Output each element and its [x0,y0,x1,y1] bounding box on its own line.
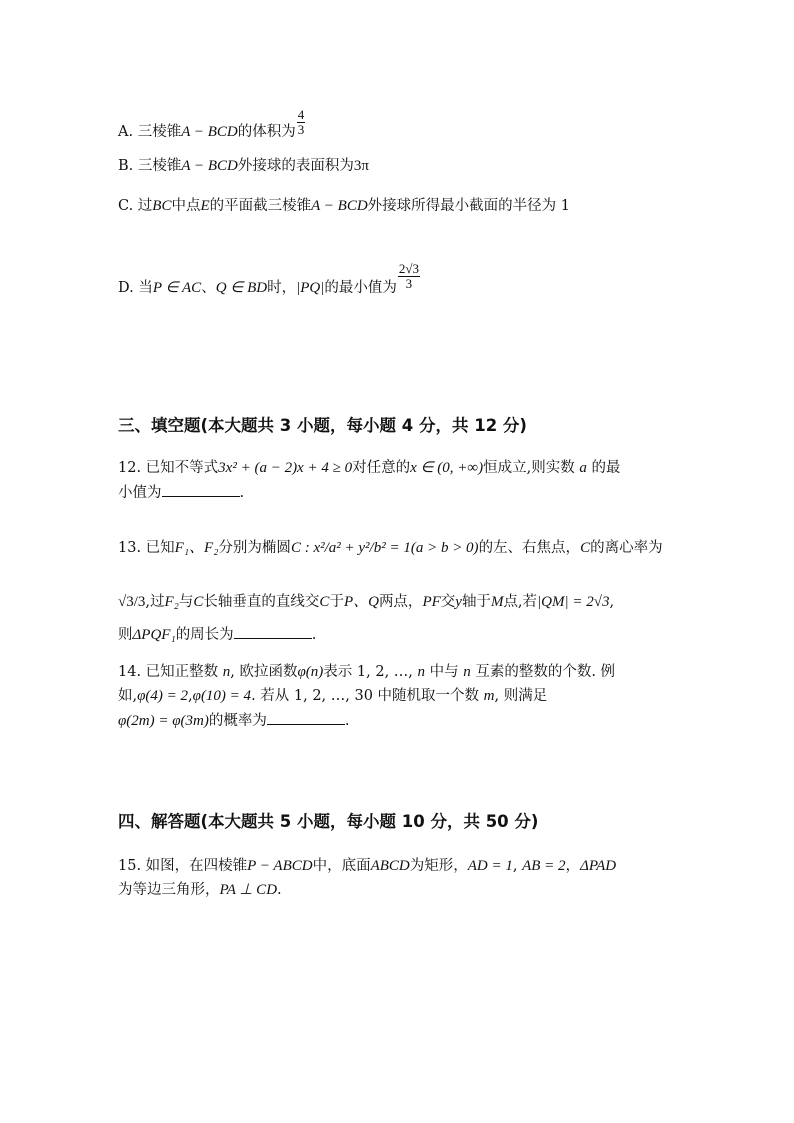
option-d-label: D. [118,280,134,296]
fraction: $\frac{4}{3}$ [297,107,305,137]
math-expr: A − BCD [311,198,368,214]
question-14: 14. 已知正整数 n, 欧拉函数φ(n)表示 1, 2, …, n 中与 n 互素的整数的个数. 例 [118,664,616,680]
question-14-line2: 如,φ(4) = 2,φ(10) = 4. 若从 1, 2, …, 30 中随机取一个数 m, 则满足 [118,688,548,704]
option-d: D. 当P ∈ AC、Q ∈ BD时，|PQ|的最小值为 $\frac{2√3}{3}$ [118,261,419,296]
fraction: $\frac{2√3}{3}$ [398,261,419,291]
section-heading: 四、解答题(本大题共 5 小题，每小题 10 分，共 50 分) [118,812,539,831]
option-b-label: B. [118,158,134,174]
question-13-line3: 则ΔPQF₁的周长为 . [118,624,316,645]
option-a: A. 三棱锥A − BCD的体积为 $\frac{4}{3}$ [118,107,305,140]
answer-blank [234,624,312,639]
question-15-line2: 为等边三角形，PA ⊥ CD. [118,882,282,898]
ellipse-equation: C : x²/a² + y²/b² = 1(a > b > 0) [290,540,479,556]
option-c-label: C. [118,198,134,214]
math-value: 3π [353,158,369,174]
option-b: B. 三棱锥A − BCD外接球的表面积为3π [118,158,369,174]
question-15: 15. 如图，在四棱锥P − ABCD中，底面ABCD为矩形，AD = 1, AB = 2，ΔPAD [118,858,617,874]
question-12-line2: 小值为 . [118,482,244,503]
math-expr: A − BCD [181,124,238,140]
math-expr: A − BCD [181,158,238,174]
question-13: 13. 已知F₁、F₂分别为椭圆C : x²/a² + y²/b² = 1(a > b > 0)的左、右焦点，C的离心率为 [118,540,663,556]
section-heading: 三、填空题(本大题共 3 小题，每小题 4 分，共 12 分) [118,416,527,435]
answer-blank [267,710,345,725]
option-a-label: A. [118,124,134,140]
question-12: 12. 已知不等式3x² + (a − 2)x + 4 ≥ 0对任意的x ∈ (0, +∞)恒成立,则实数 a 的最 [118,460,621,476]
answer-blank [162,482,240,497]
option-c: C. 过BC中点E的平面截三棱锥A − BCD外接球所得最小截面的半径为 1 [118,198,570,214]
question-13-line2: √3/3,过F₂与C长轴垂直的直线交C于P、Q两点，PF交y轴于M点,若|QM| = 2√3, [118,594,615,610]
fraction: √3/3 [118,594,146,610]
question-14-line3: φ(2m) = φ(3m)的概率为 . [118,710,349,731]
